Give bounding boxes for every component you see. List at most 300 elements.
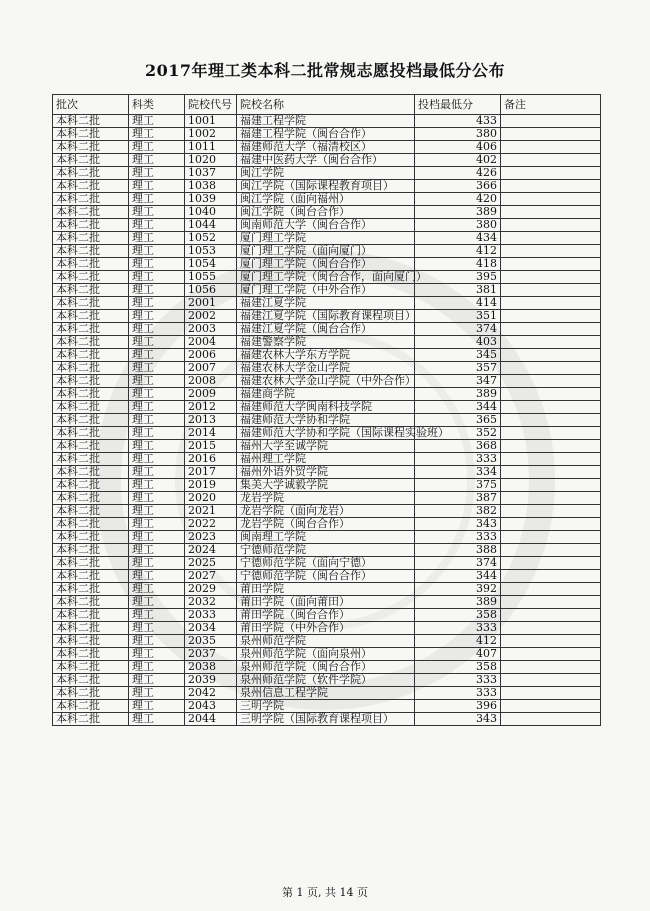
cell-remark	[501, 557, 601, 570]
cell-batch: 本科二批	[53, 297, 129, 310]
cell-code: 2002	[185, 310, 237, 323]
header-category: 科类	[129, 95, 185, 115]
cell-score: 395	[415, 271, 501, 284]
cell-code: 2024	[185, 544, 237, 557]
table-row	[53, 674, 601, 687]
table-row	[53, 206, 601, 219]
cell-batch: 本科二批	[53, 167, 129, 180]
cell-score: 412	[415, 245, 501, 258]
cell-remark	[501, 635, 601, 648]
cell-category: 理工	[129, 648, 185, 661]
cell-score: 333	[415, 531, 501, 544]
cell-remark	[501, 401, 601, 414]
cell-name: 龙岩学院（闽台合作）	[237, 518, 415, 531]
cell-remark	[501, 206, 601, 219]
header-code: 院校代号	[185, 95, 237, 115]
table-row	[53, 323, 601, 336]
cell-batch: 本科二批	[53, 596, 129, 609]
cell-category: 理工	[129, 258, 185, 271]
cell-code: 2022	[185, 518, 237, 531]
cell-name: 福建农林大学东方学院	[237, 349, 415, 362]
cell-score: 402	[415, 154, 501, 167]
cell-batch: 本科二批	[53, 440, 129, 453]
cell-score: 345	[415, 349, 501, 362]
cell-batch: 本科二批	[53, 661, 129, 674]
cell-score: 333	[415, 453, 501, 466]
table-row	[53, 154, 601, 167]
cell-category: 理工	[129, 622, 185, 635]
cell-remark	[501, 245, 601, 258]
cell-batch: 本科二批	[53, 128, 129, 141]
cell-score: 333	[415, 622, 501, 635]
cell-name: 闽江学院	[237, 167, 415, 180]
cell-code: 2008	[185, 375, 237, 388]
cell-score: 380	[415, 128, 501, 141]
cell-code: 2014	[185, 427, 237, 440]
table-row	[53, 635, 601, 648]
cell-remark	[501, 141, 601, 154]
cell-name: 莆田学院	[237, 583, 415, 596]
cell-batch: 本科二批	[53, 141, 129, 154]
table-row	[53, 440, 601, 453]
cell-remark	[501, 154, 601, 167]
cell-category: 理工	[129, 687, 185, 700]
cell-batch: 本科二批	[53, 492, 129, 505]
cell-score: 343	[415, 518, 501, 531]
table-row	[53, 544, 601, 557]
cell-score: 420	[415, 193, 501, 206]
cell-name: 福建农林大学金山学院	[237, 362, 415, 375]
table-row	[53, 570, 601, 583]
cell-name: 宁德师范学院（闽台合作）	[237, 570, 415, 583]
cell-category: 理工	[129, 609, 185, 622]
cell-score: 357	[415, 362, 501, 375]
cell-remark	[501, 310, 601, 323]
cell-batch: 本科二批	[53, 648, 129, 661]
cell-code: 2012	[185, 401, 237, 414]
cell-code: 1044	[185, 219, 237, 232]
cell-batch: 本科二批	[53, 310, 129, 323]
table-row	[53, 258, 601, 271]
cell-batch: 本科二批	[53, 271, 129, 284]
cell-score: 396	[415, 700, 501, 713]
cell-name: 闽江学院（国际课程教育项目）	[237, 180, 415, 193]
cell-name: 福建农林大学金山学院（中外合作）	[237, 375, 415, 388]
cell-score: 344	[415, 401, 501, 414]
table-row	[53, 388, 601, 401]
cell-code: 1054	[185, 258, 237, 271]
cell-code: 2027	[185, 570, 237, 583]
cell-remark	[501, 323, 601, 336]
cell-remark	[501, 544, 601, 557]
cell-batch: 本科二批	[53, 453, 129, 466]
cell-category: 理工	[129, 349, 185, 362]
cell-remark	[501, 427, 601, 440]
cell-code: 2042	[185, 687, 237, 700]
table-row	[53, 271, 601, 284]
cell-remark	[501, 570, 601, 583]
header-score: 投档最低分	[415, 95, 501, 115]
cell-remark	[501, 193, 601, 206]
cell-code: 1002	[185, 128, 237, 141]
cell-batch: 本科二批	[53, 466, 129, 479]
cell-category: 理工	[129, 531, 185, 544]
cell-code: 1053	[185, 245, 237, 258]
cell-code: 1001	[185, 115, 237, 128]
cell-remark	[501, 479, 601, 492]
table-row	[53, 336, 601, 349]
cell-name: 泉州师范学院（闽台合作）	[237, 661, 415, 674]
table-row	[53, 401, 601, 414]
table-row	[53, 180, 601, 193]
cell-batch: 本科二批	[53, 479, 129, 492]
cell-batch: 本科二批	[53, 245, 129, 258]
table-row	[53, 648, 601, 661]
cell-name: 泉州信息工程学院	[237, 687, 415, 700]
cell-remark	[501, 531, 601, 544]
cell-score: 352	[415, 427, 501, 440]
cell-category: 理工	[129, 336, 185, 349]
cell-score: 351	[415, 310, 501, 323]
cell-name: 宁德师范学院	[237, 544, 415, 557]
cell-score: 407	[415, 648, 501, 661]
table-row	[53, 128, 601, 141]
cell-score: 333	[415, 674, 501, 687]
cell-batch: 本科二批	[53, 609, 129, 622]
cell-remark	[501, 297, 601, 310]
cell-name: 福建中医药大学（闽台合作）	[237, 154, 415, 167]
cell-category: 理工	[129, 206, 185, 219]
cell-batch: 本科二批	[53, 323, 129, 336]
cell-code: 1011	[185, 141, 237, 154]
cell-batch: 本科二批	[53, 180, 129, 193]
cell-batch: 本科二批	[53, 388, 129, 401]
cell-score: 389	[415, 596, 501, 609]
cell-category: 理工	[129, 388, 185, 401]
table-row	[53, 583, 601, 596]
cell-remark	[501, 505, 601, 518]
cell-category: 理工	[129, 232, 185, 245]
cell-code: 2020	[185, 492, 237, 505]
table-row	[53, 414, 601, 427]
cell-code: 2007	[185, 362, 237, 375]
cell-remark	[501, 609, 601, 622]
cell-batch: 本科二批	[53, 427, 129, 440]
cell-batch: 本科二批	[53, 336, 129, 349]
cell-name: 福建商学院	[237, 388, 415, 401]
cell-batch: 本科二批	[53, 284, 129, 297]
cell-remark	[501, 336, 601, 349]
table-row	[53, 141, 601, 154]
cell-category: 理工	[129, 219, 185, 232]
cell-category: 理工	[129, 635, 185, 648]
header-name: 院校名称	[237, 95, 415, 115]
cell-code: 1055	[185, 271, 237, 284]
cell-category: 理工	[129, 115, 185, 128]
table-row	[53, 219, 601, 232]
cell-name: 泉州师范学院	[237, 635, 415, 648]
page-title: 2017年理工类本科二批常规志愿投档最低分公布	[144, 61, 506, 80]
cell-name: 莆田学院（中外合作）	[237, 622, 415, 635]
cell-batch: 本科二批	[53, 258, 129, 271]
cell-code: 2037	[185, 648, 237, 661]
cell-name: 福建江夏学院（闽台合作）	[237, 323, 415, 336]
cell-name: 龙岩学院	[237, 492, 415, 505]
cell-code: 2043	[185, 700, 237, 713]
table-row	[53, 297, 601, 310]
cell-score: 368	[415, 440, 501, 453]
cell-batch: 本科二批	[53, 583, 129, 596]
cell-batch: 本科二批	[53, 544, 129, 557]
cell-category: 理工	[129, 375, 185, 388]
cell-remark	[501, 115, 601, 128]
cell-code: 2003	[185, 323, 237, 336]
cell-batch: 本科二批	[53, 362, 129, 375]
cell-category: 理工	[129, 661, 185, 674]
cell-score: 347	[415, 375, 501, 388]
cell-code: 2033	[185, 609, 237, 622]
cell-category: 理工	[129, 362, 185, 375]
cell-code: 2034	[185, 622, 237, 635]
cell-batch: 本科二批	[53, 375, 129, 388]
cell-category: 理工	[129, 505, 185, 518]
cell-category: 理工	[129, 596, 185, 609]
cell-category: 理工	[129, 141, 185, 154]
cell-category: 理工	[129, 414, 185, 427]
cell-category: 理工	[129, 154, 185, 167]
table-row	[53, 232, 601, 245]
cell-batch: 本科二批	[53, 674, 129, 687]
cell-batch: 本科二批	[53, 570, 129, 583]
cell-category: 理工	[129, 674, 185, 687]
cell-code: 2013	[185, 414, 237, 427]
cell-code: 2035	[185, 635, 237, 648]
cell-category: 理工	[129, 557, 185, 570]
cell-score: 403	[415, 336, 501, 349]
table-row	[53, 713, 601, 726]
cell-name: 福州外语外贸学院	[237, 466, 415, 479]
cell-score: 387	[415, 492, 501, 505]
cell-remark	[501, 219, 601, 232]
cell-score: 433	[415, 115, 501, 128]
cell-remark	[501, 713, 601, 726]
cell-batch: 本科二批	[53, 557, 129, 570]
cell-batch: 本科二批	[53, 206, 129, 219]
cell-remark	[501, 453, 601, 466]
table-row	[53, 596, 601, 609]
cell-category: 理工	[129, 713, 185, 726]
cell-code: 2032	[185, 596, 237, 609]
cell-name: 泉州师范学院（面向泉州）	[237, 648, 415, 661]
cell-name: 三明学院（国际教育课程项目）	[237, 713, 415, 726]
cell-batch: 本科二批	[53, 115, 129, 128]
cell-category: 理工	[129, 297, 185, 310]
cell-code: 2021	[185, 505, 237, 518]
cell-category: 理工	[129, 518, 185, 531]
cell-batch: 本科二批	[53, 687, 129, 700]
cell-remark	[501, 349, 601, 362]
table-row	[53, 466, 601, 479]
cell-name: 福建工程学院（闽台合作）	[237, 128, 415, 141]
cell-name: 福建师范大学协和学院	[237, 414, 415, 427]
cell-score: 375	[415, 479, 501, 492]
cell-remark	[501, 128, 601, 141]
cell-remark	[501, 440, 601, 453]
cell-code: 2038	[185, 661, 237, 674]
table-row	[53, 284, 601, 297]
cell-score: 358	[415, 609, 501, 622]
cell-name: 福建江夏学院（国际教育课程项目）	[237, 310, 415, 323]
table-row	[53, 375, 601, 388]
cell-batch: 本科二批	[53, 349, 129, 362]
cell-score: 358	[415, 661, 501, 674]
cell-score: 365	[415, 414, 501, 427]
cell-category: 理工	[129, 583, 185, 596]
cell-name: 福建江夏学院	[237, 297, 415, 310]
cell-batch: 本科二批	[53, 622, 129, 635]
header-batch: 批次	[53, 95, 129, 115]
cell-score: 374	[415, 557, 501, 570]
cell-name: 福建师范大学协和学院（国际课程实验班）	[237, 427, 415, 440]
cell-category: 理工	[129, 310, 185, 323]
cell-batch: 本科二批	[53, 232, 129, 245]
cell-score: 334	[415, 466, 501, 479]
cell-name: 闽南理工学院	[237, 531, 415, 544]
cell-code: 1037	[185, 167, 237, 180]
table-row	[53, 622, 601, 635]
cell-category: 理工	[129, 271, 185, 284]
cell-category: 理工	[129, 167, 185, 180]
cell-category: 理工	[129, 453, 185, 466]
cell-code: 2039	[185, 674, 237, 687]
cell-name: 宁德师范学院（面向宁德）	[237, 557, 415, 570]
cell-code: 2023	[185, 531, 237, 544]
table-header-row	[53, 95, 601, 115]
cell-remark	[501, 375, 601, 388]
cell-name: 厦门理工学院（闽台合作）	[237, 258, 415, 271]
cell-code: 1040	[185, 206, 237, 219]
table-row	[53, 245, 601, 258]
cell-batch: 本科二批	[53, 531, 129, 544]
cell-score: 389	[415, 388, 501, 401]
cell-name: 三明学院	[237, 700, 415, 713]
cell-name: 闽江学院（面向福州）	[237, 193, 415, 206]
cell-code: 1020	[185, 154, 237, 167]
cell-code: 2004	[185, 336, 237, 349]
cell-name: 厦门理工学院（中外合作）	[237, 284, 415, 297]
cell-score: 414	[415, 297, 501, 310]
cell-remark	[501, 596, 601, 609]
cell-category: 理工	[129, 570, 185, 583]
cell-remark	[501, 388, 601, 401]
cell-batch: 本科二批	[53, 414, 129, 427]
cell-remark	[501, 661, 601, 674]
cell-name: 龙岩学院（面向龙岩）	[237, 505, 415, 518]
cell-category: 理工	[129, 427, 185, 440]
cell-remark	[501, 622, 601, 635]
cell-remark	[501, 232, 601, 245]
cell-code: 1038	[185, 180, 237, 193]
cell-score: 434	[415, 232, 501, 245]
cell-code: 1056	[185, 284, 237, 297]
cell-score: 344	[415, 570, 501, 583]
cell-remark	[501, 674, 601, 687]
cell-category: 理工	[129, 245, 185, 258]
cell-remark	[501, 271, 601, 284]
cell-remark	[501, 687, 601, 700]
table-row	[53, 518, 601, 531]
header-remark: 备注	[501, 95, 601, 115]
cell-score: 389	[415, 206, 501, 219]
cell-category: 理工	[129, 440, 185, 453]
cell-remark	[501, 492, 601, 505]
cell-name: 福建警察学院	[237, 336, 415, 349]
cell-remark	[501, 583, 601, 596]
cell-batch: 本科二批	[53, 505, 129, 518]
cell-score: 366	[415, 180, 501, 193]
cell-category: 理工	[129, 544, 185, 557]
cell-score: 382	[415, 505, 501, 518]
table-row	[53, 115, 601, 128]
cell-name: 厦门理工学院（面向厦门）	[237, 245, 415, 258]
cell-score: 333	[415, 687, 501, 700]
table-row	[53, 310, 601, 323]
cell-score: 380	[415, 219, 501, 232]
cell-batch: 本科二批	[53, 713, 129, 726]
cell-name: 厦门理工学院（闽台合作，面向厦门）	[237, 271, 415, 284]
table-row	[53, 167, 601, 180]
cell-batch: 本科二批	[53, 700, 129, 713]
score-table	[52, 94, 601, 726]
cell-code: 2017	[185, 466, 237, 479]
cell-category: 理工	[129, 700, 185, 713]
cell-remark	[501, 167, 601, 180]
cell-name: 闽南师范大学（闽台合作）	[237, 219, 415, 232]
table-row	[53, 492, 601, 505]
cell-category: 理工	[129, 180, 185, 193]
cell-name: 福州理工学院	[237, 453, 415, 466]
cell-batch: 本科二批	[53, 154, 129, 167]
cell-name: 泉州师范学院（软件学院）	[237, 674, 415, 687]
cell-code: 2025	[185, 557, 237, 570]
cell-name: 福建工程学院	[237, 115, 415, 128]
cell-name: 福州大学至诚学院	[237, 440, 415, 453]
cell-remark	[501, 258, 601, 271]
cell-code: 2001	[185, 297, 237, 310]
table-row	[53, 700, 601, 713]
cell-remark	[501, 700, 601, 713]
cell-batch: 本科二批	[53, 219, 129, 232]
cell-remark	[501, 362, 601, 375]
cell-remark	[501, 466, 601, 479]
cell-remark	[501, 180, 601, 193]
cell-batch: 本科二批	[53, 635, 129, 648]
cell-code: 2009	[185, 388, 237, 401]
cell-category: 理工	[129, 401, 185, 414]
cell-name: 福建师范大学闽南科技学院	[237, 401, 415, 414]
table-row	[53, 349, 601, 362]
table-row	[53, 479, 601, 492]
cell-batch: 本科二批	[53, 193, 129, 206]
cell-code: 2029	[185, 583, 237, 596]
cell-code: 1039	[185, 193, 237, 206]
cell-code: 2044	[185, 713, 237, 726]
cell-score: 412	[415, 635, 501, 648]
cell-category: 理工	[129, 128, 185, 141]
cell-category: 理工	[129, 492, 185, 505]
cell-category: 理工	[129, 193, 185, 206]
cell-category: 理工	[129, 284, 185, 297]
